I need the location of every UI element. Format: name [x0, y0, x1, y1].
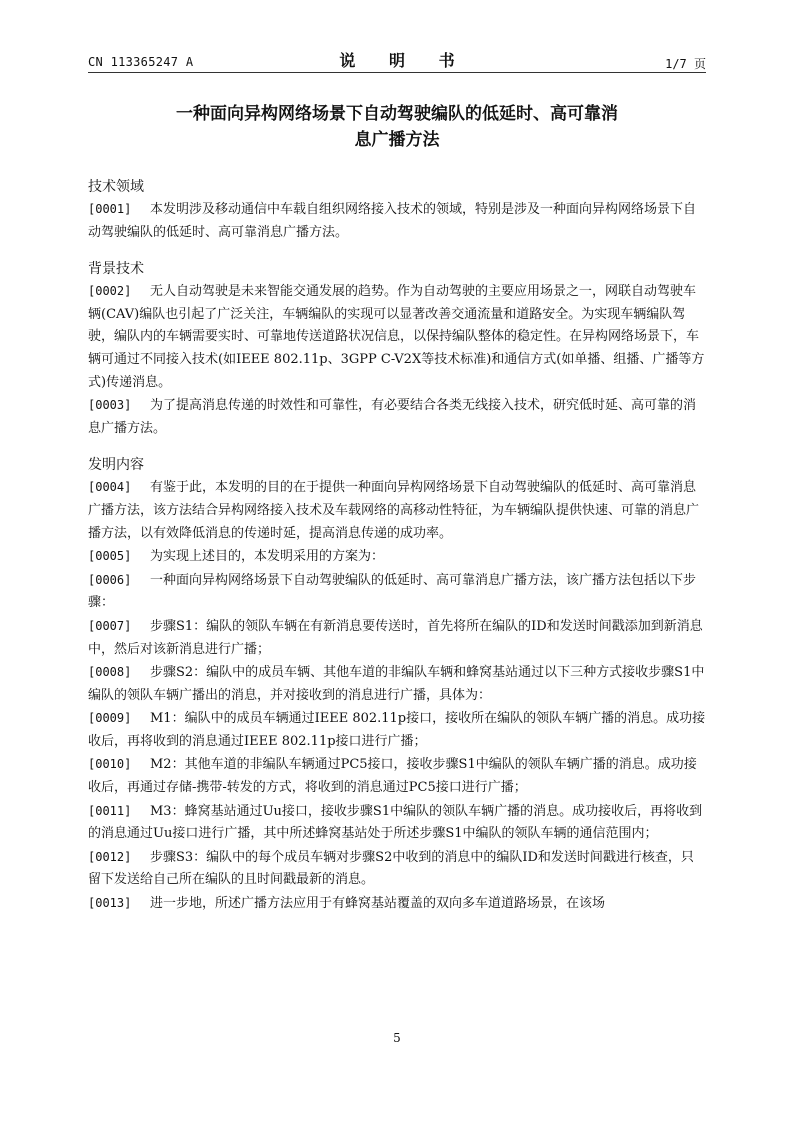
paragraph-number: [0006] — [88, 572, 132, 587]
paragraph-text: 步骤S2：编队中的成员车辆、其他车道的非编队车辆和蜂窝基站通过以下三种方式接收步骤S1中编队的领队车辆广播出的消息，并对接收到的消息进行广播，具体为： — [88, 665, 705, 703]
paragraph-number: [0002] — [88, 284, 132, 299]
paragraph — [88, 280, 706, 394]
paragraph-text: 步骤S1：编队的领队车辆在有新消息要传送时，首先将所在编队的ID和发送时间戳添加到新消息中，然后对该新消息进行广播； — [88, 618, 703, 657]
paragraph-number: [0001] — [88, 202, 132, 216]
paragraph-text: 为了提高消息传递的时效性和可靠性，有必要结合各类无线接入技术，研究低时延、高可靠的消息广播方法。 — [88, 398, 697, 436]
paragraph-number: [0004] — [88, 480, 132, 495]
paragraph-text: 无人自动驾驶是未来智能交通发展的趋势。作为自动驾驶的主要应用场景之一，网联自动驾驶车辆(CAV)编队也引起了广泛关注，车辆编队的实现可以显著改善交通流量和道路安全。为实现车辆编队驾驶，编队内的车辆需要实时、可靠地传送道路状况信息，以保持编队整体的稳定性。在异构网络场景下，车辆可通过不同接入技术(如IEEE 802.11p、3GPP C-V2X等技术标准)和通信方式(如单播、组播、广播等方式)传递消息。 — [88, 284, 705, 390]
paragraph — [88, 800, 706, 846]
document-body — [88, 176, 706, 916]
header-divider — [88, 72, 706, 73]
paragraph-text: 进一步地，所述广播方法应用于有蜂窝基站覆盖的双向多车道道路场景，在该场 — [150, 896, 606, 912]
paragraph-number: [0003] — [88, 398, 132, 413]
paragraph-number: [0009] — [88, 711, 132, 726]
paragraph — [88, 545, 706, 569]
paragraph — [88, 846, 706, 892]
paragraph-text: M3：蜂窝基站通过Uu接口，接收步骤S1中编队的领队车辆广播的消息。成功接收后，再将收到的消息通过Uu接口进行广播，其中所述蜂窝基站处于所述步骤S1中编队的领队车辆的通信范围内； — [88, 803, 703, 842]
page-header — [88, 48, 706, 74]
paragraph-text: 为实现上述目的，本发明采用的方案为： — [150, 549, 385, 565]
section-heading: 背景技术 — [88, 261, 144, 278]
paragraph-number: [0008] — [88, 665, 132, 680]
title-line: 息广播方法 — [354, 130, 440, 150]
page-counter: 1/7 页 — [665, 57, 706, 71]
paragraph — [88, 394, 706, 440]
paragraph-text: M1：编队中的成员车辆通过IEEE 802.11p接口，接收所在编队的领队车辆广播的消息。成功接收后，再将收到的消息通过IEEE 802.11p接口进行广播； — [88, 711, 706, 749]
document-number: CN 113365247 A — [88, 55, 194, 69]
paragraph — [88, 707, 706, 753]
paragraph — [88, 615, 706, 661]
section-heading: 技术领域 — [88, 179, 144, 195]
paragraph-number: [0010] — [88, 757, 132, 772]
paragraph-number: [0011] — [88, 803, 132, 818]
paragraph — [88, 198, 706, 244]
paragraph-number: [0012] — [88, 849, 132, 864]
paragraph — [88, 476, 706, 545]
paragraph-text: 一种面向异构网络场景下自动驾驶编队的低延时、高可靠消息广播方法，该广播方法包括以下步骤： — [88, 572, 697, 611]
paragraph-number: [0007] — [88, 618, 132, 633]
paragraph-number: [0005] — [88, 549, 132, 564]
paragraph — [88, 661, 706, 707]
paragraph-text: 本发明涉及移动通信中车载自组织网络接入技术的领域，特别是涉及一种面向异构网络场景下自动驾驶编队的低延时、高可靠消息广播方法。 — [88, 202, 697, 240]
document-type: 说 明 书 — [339, 51, 469, 70]
page-number: 5 — [393, 1031, 401, 1045]
paragraph — [88, 569, 706, 615]
paragraph — [88, 753, 706, 799]
paragraph-text: 有鉴于此，本发明的目的在于提供一种面向异构网络场景下自动驾驶编队的低延时、高可靠消息广播方法，该方法结合异构网络接入技术及车载网络的高移动性特征，为车辆编队提供快速、可靠的消息广播方法，以有效降低消息的传递时延，提高消息传递的成功率。 — [88, 480, 700, 541]
section-heading: 发明内容 — [88, 457, 144, 474]
paragraph — [88, 892, 706, 916]
document-title — [120, 101, 674, 153]
paragraph-text: 步骤S3：编队中的每个成员车辆对步骤S2中收到的消息中的编队ID和发送时间戳进行核查，只留下发送给自己所在编队的且时间戳最新的消息。 — [88, 849, 694, 888]
title-line: 一种面向异构网络场景下自动驾驶编队的低延时、高可靠消 — [176, 104, 618, 124]
paragraph-text: M2：其他车道的非编队车辆通过PC5接口，接收步骤S1中编队的领队车辆广播的消息。成功接收后，再通过存储-携带-转发的方式，将收到的消息通过PC5接口进行广播； — [88, 757, 697, 796]
paragraph-number: [0013] — [88, 896, 132, 911]
